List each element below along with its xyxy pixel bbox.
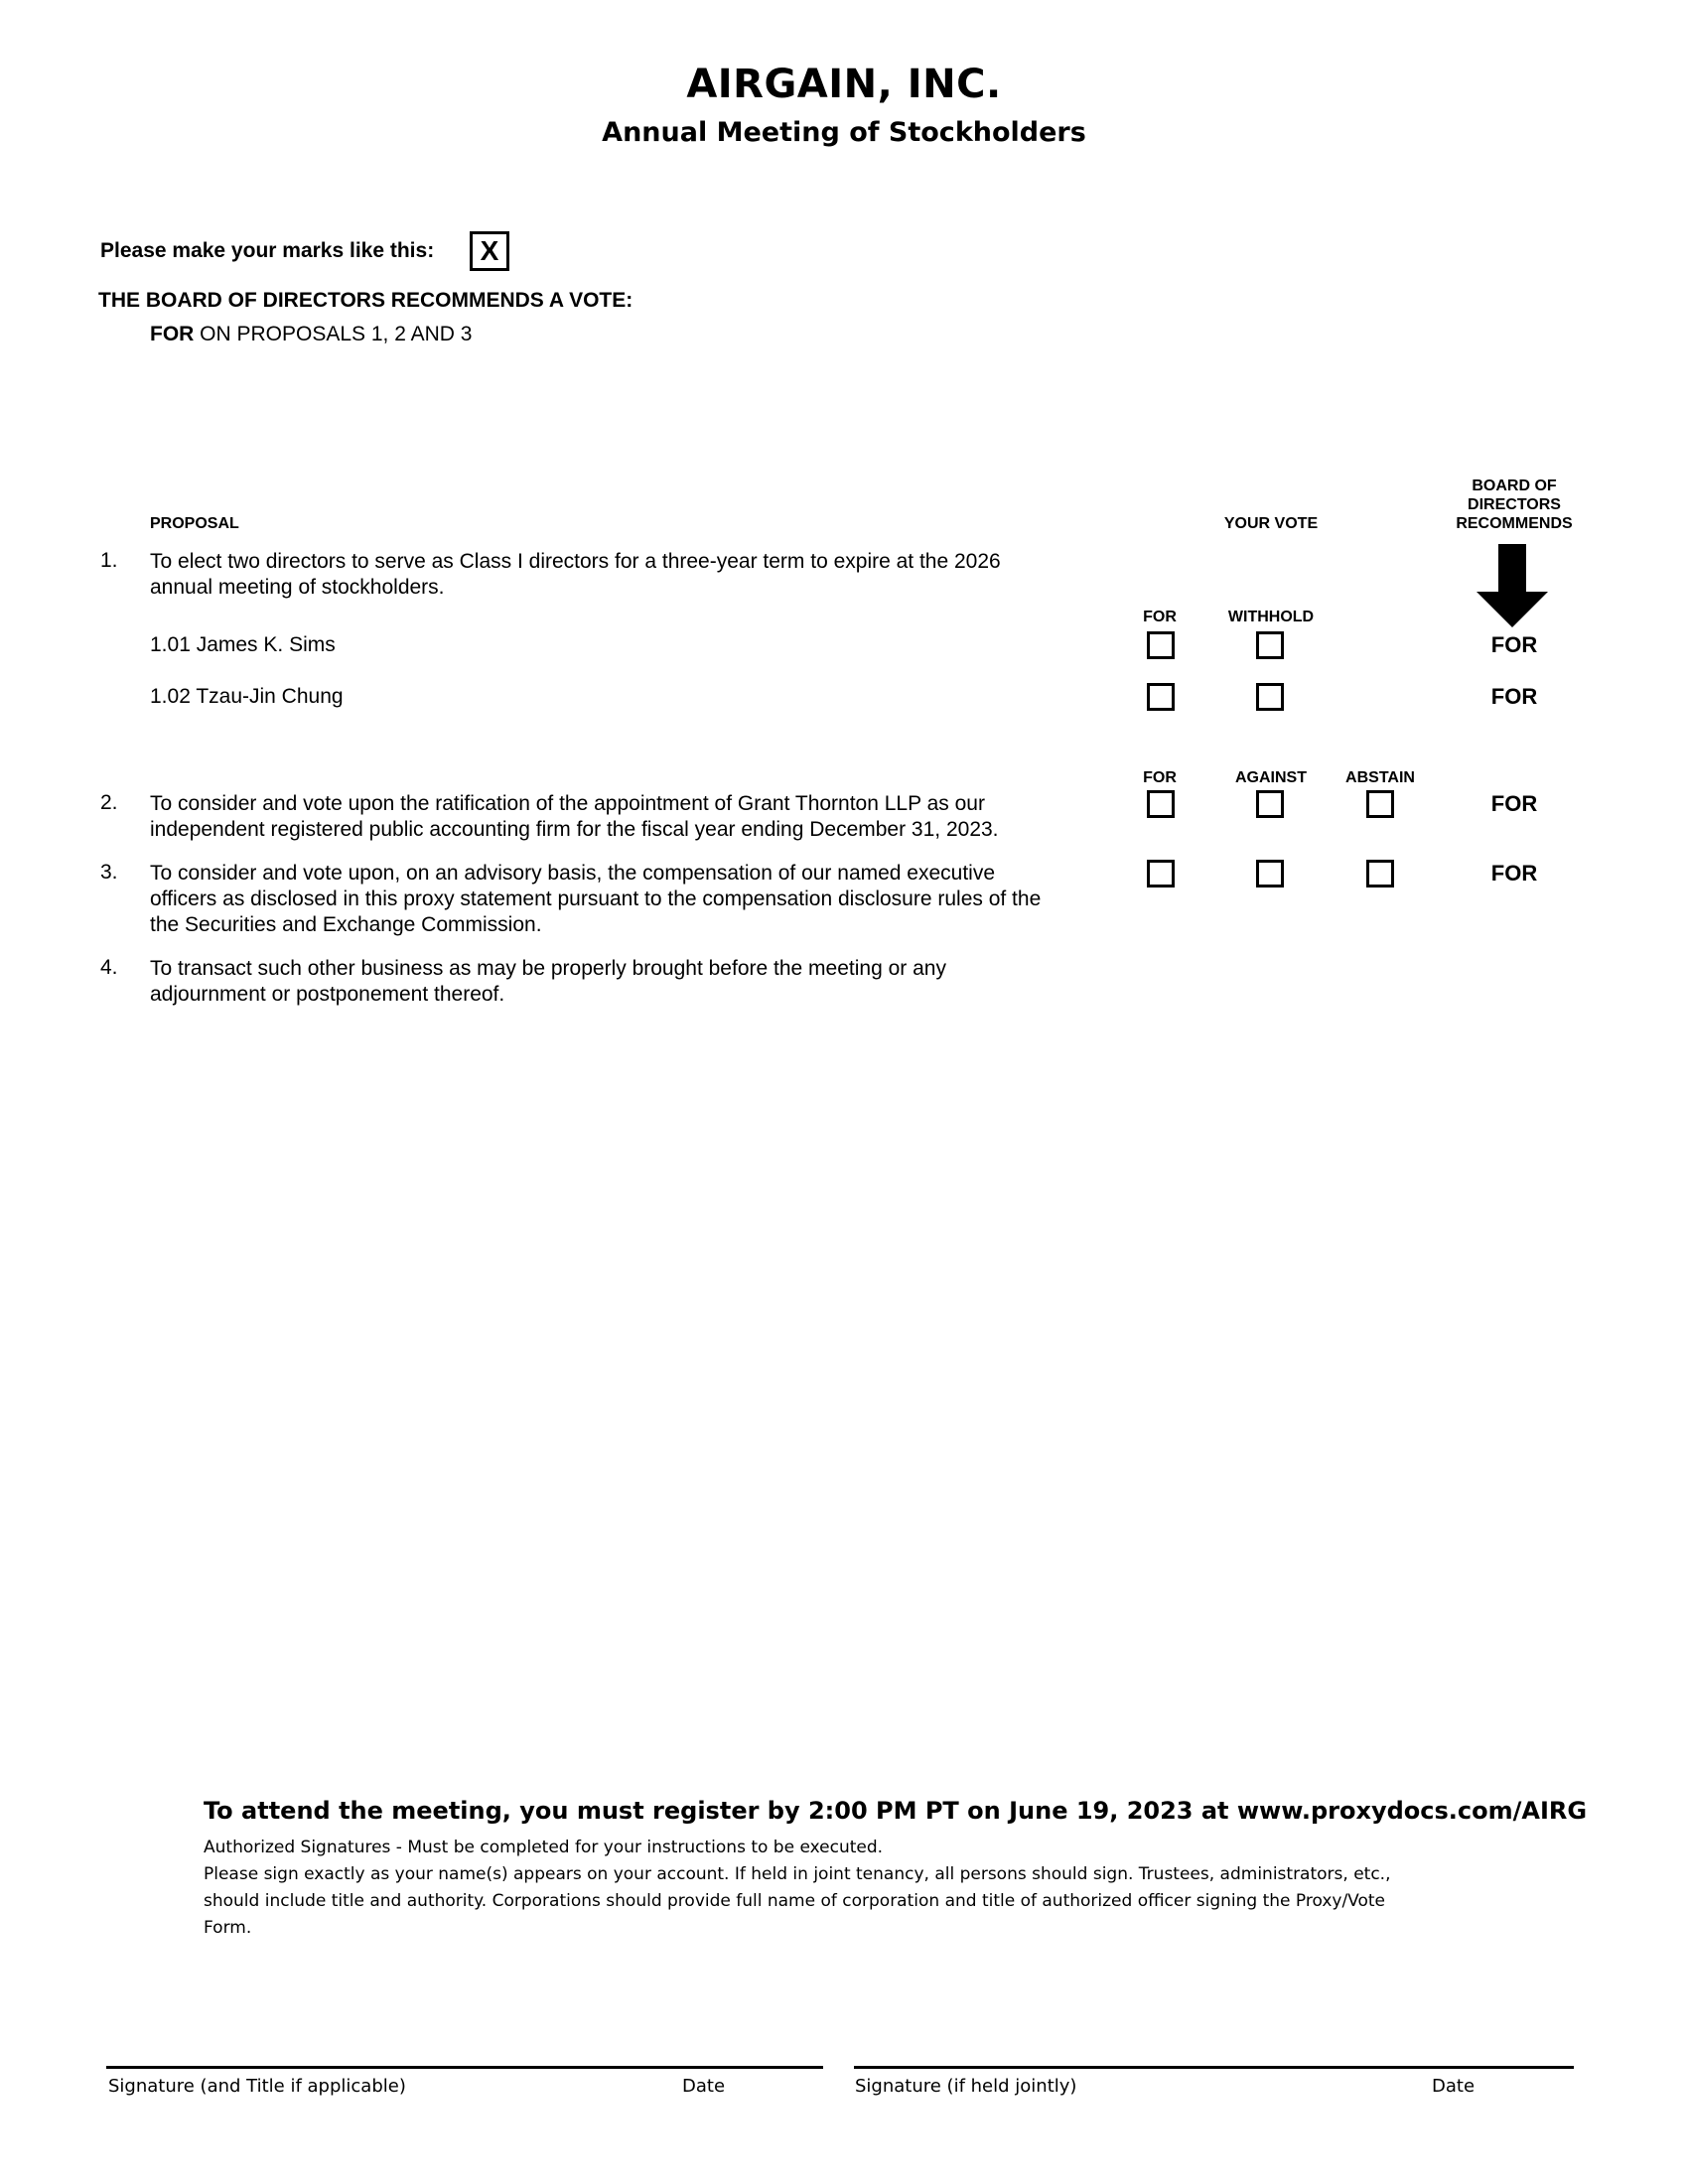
- example-mark-box: [470, 231, 509, 271]
- nominee-1-for-checkbox[interactable]: [1147, 631, 1175, 659]
- proposal-4-line2: adjournment or postponement thereof.: [150, 983, 505, 1006]
- nominee-2-withhold-checkbox[interactable]: [1256, 683, 1284, 711]
- company-title: AIRGAIN, INC.: [686, 62, 1002, 107]
- date-2-label: Date: [1432, 2076, 1476, 2097]
- proposal-1-line2: annual meeting of stockholders.: [150, 576, 445, 599]
- board-recommends-line: [150, 323, 472, 346]
- board-for-rest: ON PROPOSALS 1, 2 AND 3: [194, 323, 473, 345]
- auth-line4: Form.: [204, 1918, 252, 1938]
- proposal-2-line2: independent registered public accounting firm for the fiscal year ending December 31, 2023.: [150, 818, 999, 841]
- proposal-4-line1: To transact such other business as may be properly brought before the meeting or any: [150, 957, 946, 980]
- signature-2-label: Signature (if held jointly): [855, 2076, 1077, 2097]
- proposal-2-for-checkbox[interactable]: [1147, 790, 1175, 818]
- proposal-3-recommendation: FOR: [1490, 861, 1538, 886]
- proposal-2-text: [150, 791, 1103, 843]
- your-vote-column-header: YOUR VOTE: [1223, 515, 1319, 532]
- nominee-1: 1.01 James K. Sims: [150, 633, 336, 656]
- board-header-line1: BOARD OF: [1472, 478, 1557, 494]
- down-arrow-icon: [1477, 544, 1548, 627]
- proposal-2-recommendation: FOR: [1490, 791, 1538, 816]
- nominee-2-recommendation: FOR: [1490, 684, 1538, 709]
- proposal-3-line1: To consider and vote upon, on an advisory basis, the compensation of our named executive: [150, 862, 996, 885]
- vote-header-for-2: FOR: [1143, 769, 1177, 786]
- proposal-2-line1: To consider and vote upon the ratification of the appointment of Grant Thornton LLP as our: [150, 792, 985, 815]
- proposal-3-text: [150, 861, 1103, 938]
- auth-line2: Please sign exactly as your name(s) appears on your account. If held in joint tenancy, all persons should sign. Trustees, administrators, etc.,: [204, 1864, 1391, 1884]
- board-for-bold: FOR: [150, 323, 195, 345]
- example-mark: X: [480, 235, 499, 266]
- proposal-3-against-checkbox[interactable]: [1256, 860, 1284, 887]
- marks-instruction: Please make your marks like this:: [100, 239, 435, 262]
- nominee-2-for-checkbox[interactable]: [1147, 683, 1175, 711]
- proposal-4-number: 4.: [100, 956, 118, 979]
- nominee-2: 1.02 Tzau-Jin Chung: [150, 685, 344, 708]
- vote-header-withhold: WITHHOLD: [1227, 609, 1315, 625]
- board-header-line2: DIRECTORS: [1468, 496, 1561, 513]
- proposal-3-line2: officers as disclosed in this proxy statement pursuant to the compensation disclosure rules of the: [150, 887, 1042, 910]
- board-recommends-column-header: [1430, 477, 1599, 533]
- authorized-signatures-note: [204, 1835, 1494, 1942]
- proposal-column-header: PROPOSAL: [150, 515, 239, 532]
- signature-line-2[interactable]: [854, 2066, 1574, 2069]
- proposal-1-number: 1.: [100, 549, 118, 572]
- proposal-2-number: 2.: [100, 791, 118, 814]
- proposal-1-text: [150, 549, 1103, 601]
- proposal-3-line3: the Securities and Exchange Commission.: [150, 913, 542, 936]
- meeting-subtitle: Annual Meeting of Stockholders: [602, 117, 1086, 148]
- attend-meeting-notice: To attend the meeting, you must register by 2:00 PM PT on June 19, 2023 at www.proxydocs.com/AIRG: [204, 1797, 1588, 1825]
- proposal-3-for-checkbox[interactable]: [1147, 860, 1175, 887]
- proposal-2-abstain-checkbox[interactable]: [1366, 790, 1394, 818]
- proposal-3-abstain-checkbox[interactable]: [1366, 860, 1394, 887]
- date-1-label: Date: [682, 2076, 726, 2097]
- board-recommends-heading: THE BOARD OF DIRECTORS RECOMMENDS A VOTE:: [98, 289, 633, 312]
- signature-1-label: Signature (and Title if applicable): [108, 2076, 406, 2097]
- signature-line-1[interactable]: [106, 2066, 823, 2069]
- auth-line1: Authorized Signatures - Must be completed for your instructions to be executed.: [204, 1838, 884, 1857]
- proposal-2-against-checkbox[interactable]: [1256, 790, 1284, 818]
- proposal-4-text: [150, 956, 1103, 1008]
- proposal-1-line1: To elect two directors to serve as Class I directors for a three-year term to expire at the 2026: [150, 550, 1001, 573]
- nominee-1-recommendation: FOR: [1490, 632, 1538, 657]
- vote-header-for-1: FOR: [1143, 609, 1177, 625]
- proposal-3-number: 3.: [100, 861, 118, 884]
- auth-line3: should include title and authority. Corporations should provide full name of corporation and title of authorized officer signing the Proxy/Vote: [204, 1891, 1386, 1911]
- nominee-1-withhold-checkbox[interactable]: [1256, 631, 1284, 659]
- vote-header-abstain: ABSTAIN: [1345, 769, 1415, 786]
- board-header-line3: RECOMMENDS: [1456, 515, 1573, 532]
- vote-header-against: AGAINST: [1235, 769, 1307, 786]
